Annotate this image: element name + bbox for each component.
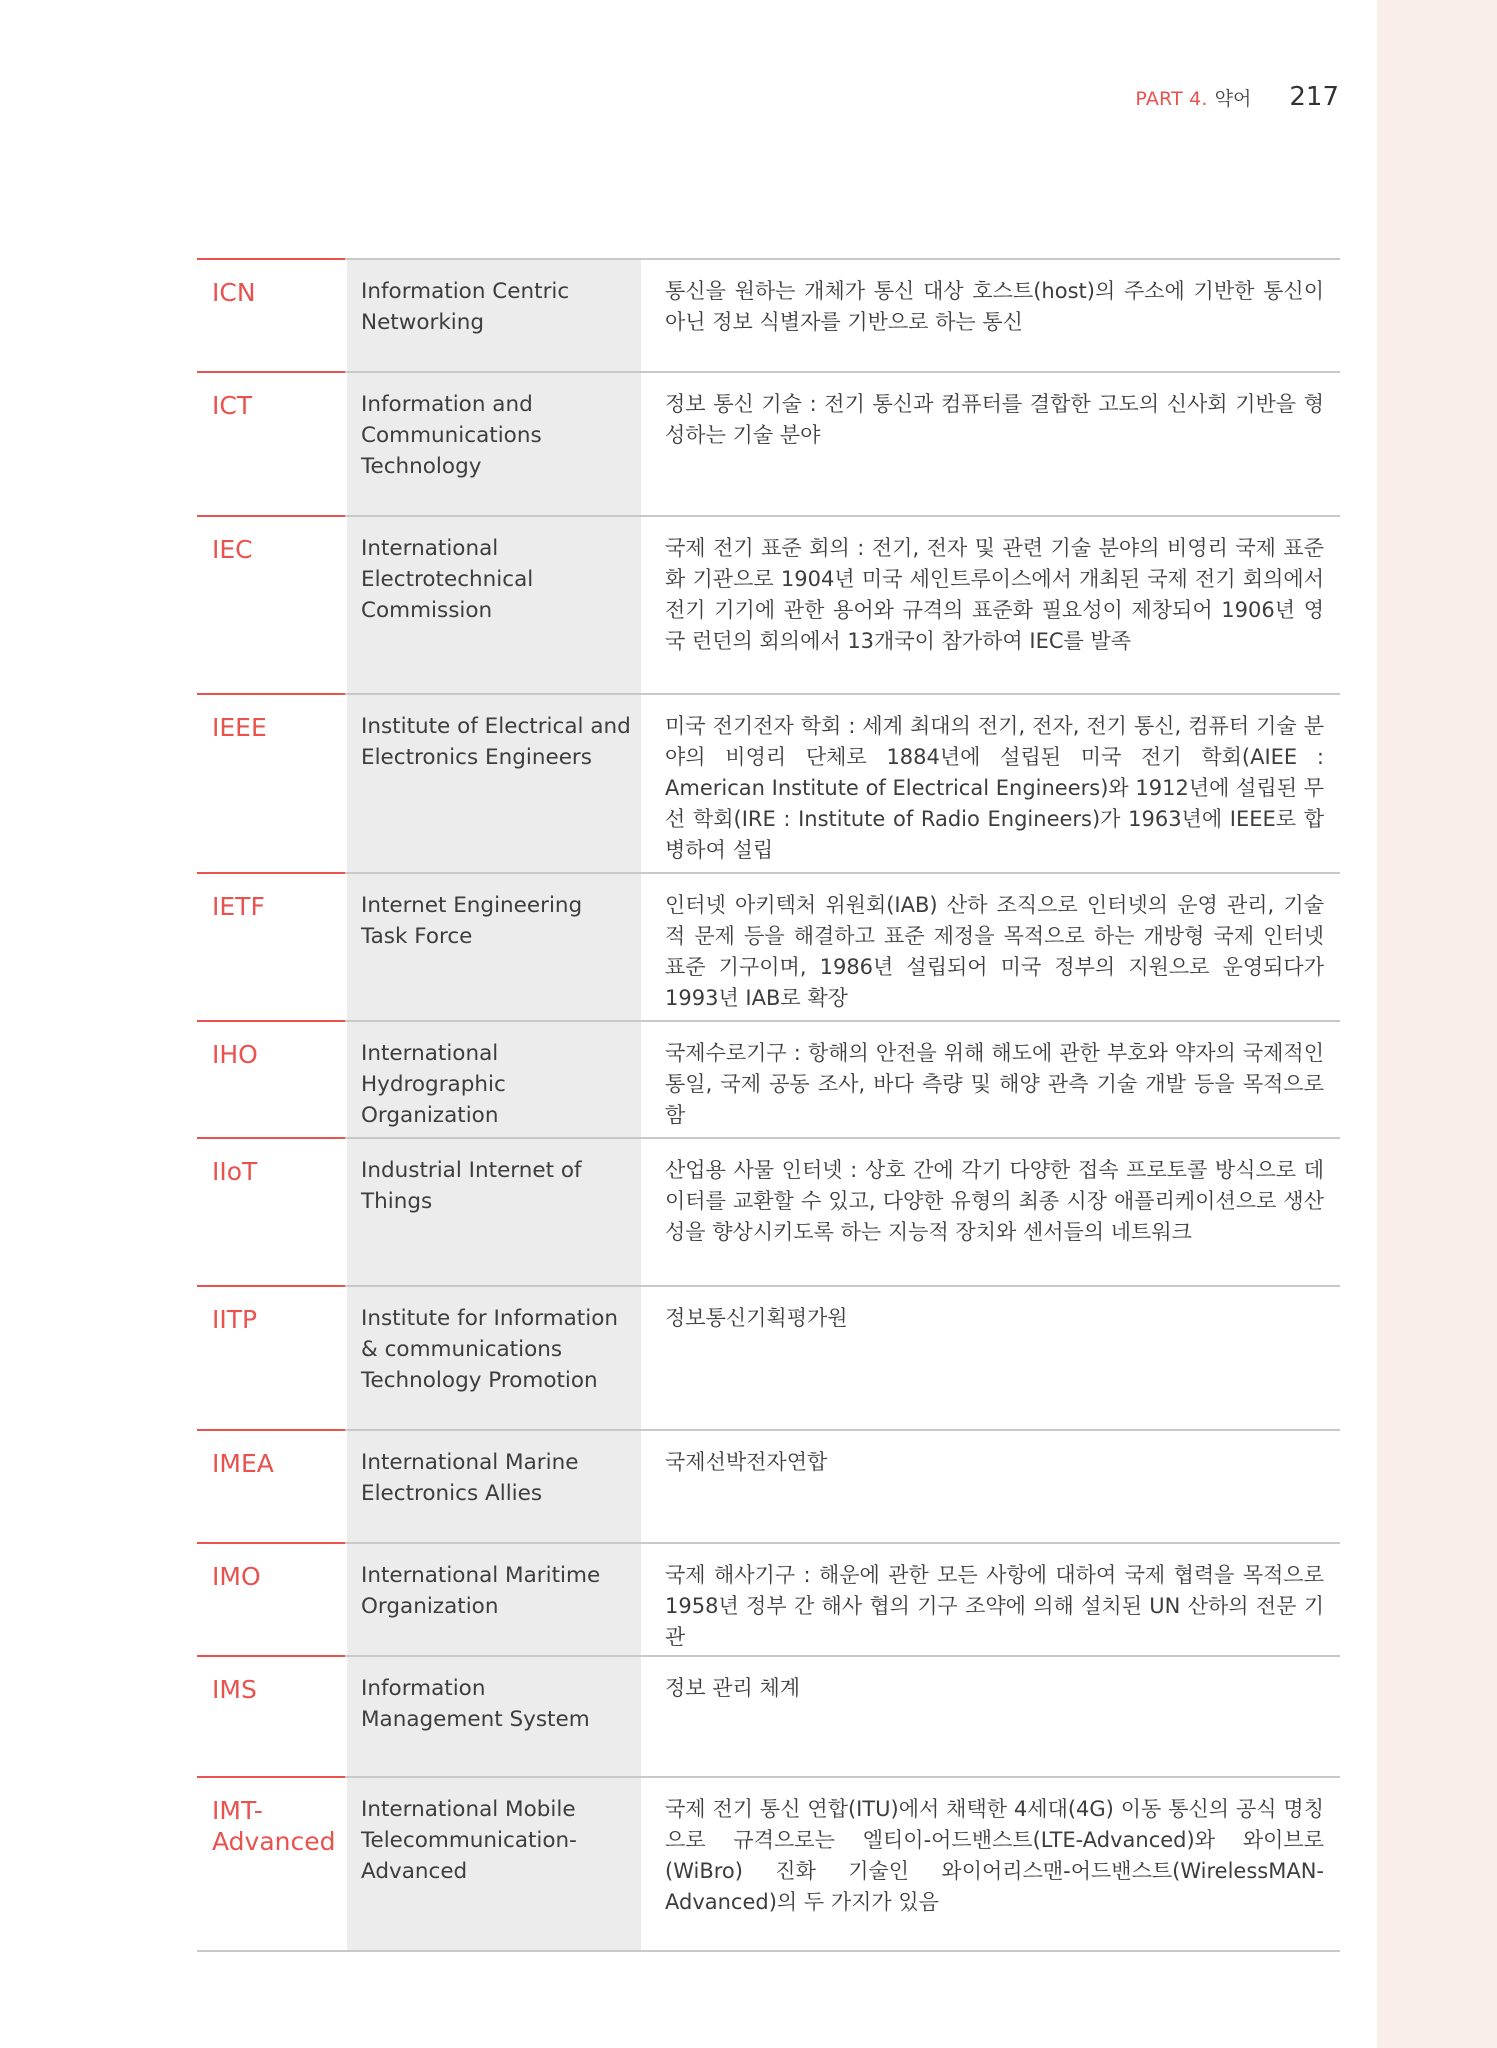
part-name: 약어 <box>1214 88 1252 110</box>
full-name: Institute of Electrical and Electronics Engineers <box>347 695 641 872</box>
abbreviation: IMEA <box>197 1429 345 1542</box>
entry-row-iiot <box>197 1137 1340 1285</box>
description: 미국 전기전자 학회 : 세계 최대의 전기, 전자, 전기 통신, 컴퓨터 기술 분야의 비영리 단체로 1884년에 설립된 미국 전기 학회(AIEE : American Institute of Electrical Engineers)와 1912년에 설립된 무선 학회(IRE : Institute of Radio Engineers)가 1963년에 IEEE로 합병하여 설립 <box>665 714 1324 862</box>
entry-row-imea <box>197 1429 1340 1542</box>
abbreviation: IIoT <box>197 1137 345 1285</box>
entry-row-iitp <box>197 1285 1340 1429</box>
full-name: Information and Communications Technology <box>347 373 641 515</box>
abbreviation: IETF <box>197 872 345 1020</box>
full-name: International Maritime Organization <box>347 1544 641 1655</box>
entry-row-ict <box>197 371 1340 515</box>
description: 통신을 원하는 개체가 통신 대상 호스트(host)의 주소에 기반한 통신이 아닌 정보 식별자를 기반으로 하는 통신 <box>665 279 1324 334</box>
description: 정보 관리 체계 <box>665 1676 801 1700</box>
page-header <box>1135 82 1339 112</box>
abbreviation: IMS <box>197 1655 345 1776</box>
full-name: International Marine Electronics Allies <box>347 1431 641 1542</box>
full-name: International Hydrographic Organization <box>347 1022 641 1137</box>
page-number: 217 <box>1289 82 1339 112</box>
abbreviation: IITP <box>197 1285 345 1429</box>
entry-row-iec <box>197 515 1340 693</box>
description: 정보 통신 기술 : 전기 통신과 컴퓨터를 결합한 고도의 신사회 기반을 형성하는 기술 분야 <box>665 392 1324 447</box>
full-name: International Mobile Telecommunication-Advanced <box>347 1778 641 1950</box>
side-margin-band <box>1377 0 1497 2048</box>
abbreviation: IEC <box>197 515 345 693</box>
abbreviation: IMT-Advanced <box>197 1776 345 1950</box>
entry-row-ims <box>197 1655 1340 1776</box>
full-name: International Electrotechnical Commission <box>347 517 641 693</box>
full-name: Industrial Internet of Things <box>347 1139 641 1285</box>
description: 국제선박전자연합 <box>665 1450 828 1474</box>
part-label: PART 4. <box>1135 88 1208 110</box>
abbreviation: IMO <box>197 1542 345 1655</box>
abbreviation: IHO <box>197 1020 345 1137</box>
entry-row-icn <box>197 258 1340 371</box>
abbreviation: ICT <box>197 371 345 515</box>
description: 국제 전기 표준 회의 : 전기, 전자 및 관련 기술 분야의 비영리 국제 표준화 기관으로 1904년 미국 세인트루이스에서 개최된 국제 전기 회의에서 전기 기기에 관한 용어와 규격의 표준화 필요성이 제창되어 1906년 영국 런던의 회의에서 13개국이 참가하여 IEC를 발족 <box>665 536 1324 653</box>
full-name: Internet Engineering Task Force <box>347 874 641 1020</box>
description: 정보통신기획평가원 <box>665 1306 848 1330</box>
abbreviation: ICN <box>197 258 345 371</box>
entry-row-iho <box>197 1020 1340 1137</box>
description: 국제수로기구 : 항해의 안전을 위해 해도에 관한 부호와 약자의 국제적인 통일, 국제 공동 조사, 바다 측량 및 해양 관측 기술 개발 등을 목적으로 함 <box>665 1041 1324 1127</box>
entry-row-ietf <box>197 872 1340 1020</box>
entry-row-ieee <box>197 693 1340 872</box>
entry-row-imo <box>197 1542 1340 1655</box>
description: 국제 해사기구 : 해운에 관한 모든 사항에 대하여 국제 협력을 목적으로 1958년 정부 간 해사 협의 기구 조약에 의해 설치된 UN 산하의 전문 기관 <box>665 1563 1324 1649</box>
abbreviation: IEEE <box>197 693 345 872</box>
description: 산업용 사물 인터넷 : 상호 간에 각기 다양한 접속 프로토콜 방식으로 데이터를 교환할 수 있고, 다양한 유형의 최종 시장 애플리케이션으로 생산성을 향상시키도록 하는 지능적 장치와 센서들의 네트워크 <box>665 1158 1324 1244</box>
full-name: Institute for Information & communications Technology Promotion <box>347 1287 641 1429</box>
abbreviation-table <box>197 258 1340 1952</box>
entry-row-imt-advanced <box>197 1776 1340 1952</box>
description: 국제 전기 통신 연합(ITU)에서 채택한 4세대(4G) 이동 통신의 공식 명칭으로 규격으로는 엘티이-어드밴스트(LTE-Advanced)와 와이브로(WiBro) 진화 기술인 와이어리스맨-어드밴스트(WirelessMAN-Advanced)의 두 가지가 있음 <box>665 1797 1324 1914</box>
full-name: Information Centric Networking <box>347 260 641 371</box>
description: 인터넷 아키텍처 위원회(IAB) 산하 조직으로 인터넷의 운영 관리, 기술적 문제 등을 해결하고 표준 제정을 목적으로 하는 개방형 국제 인터넷 표준 기구이며, 1986년 설립되어 미국 정부의 지원으로 운영되다가 1993년 IAB로 확장 <box>665 893 1324 1010</box>
full-name: Information Management System <box>347 1657 641 1776</box>
